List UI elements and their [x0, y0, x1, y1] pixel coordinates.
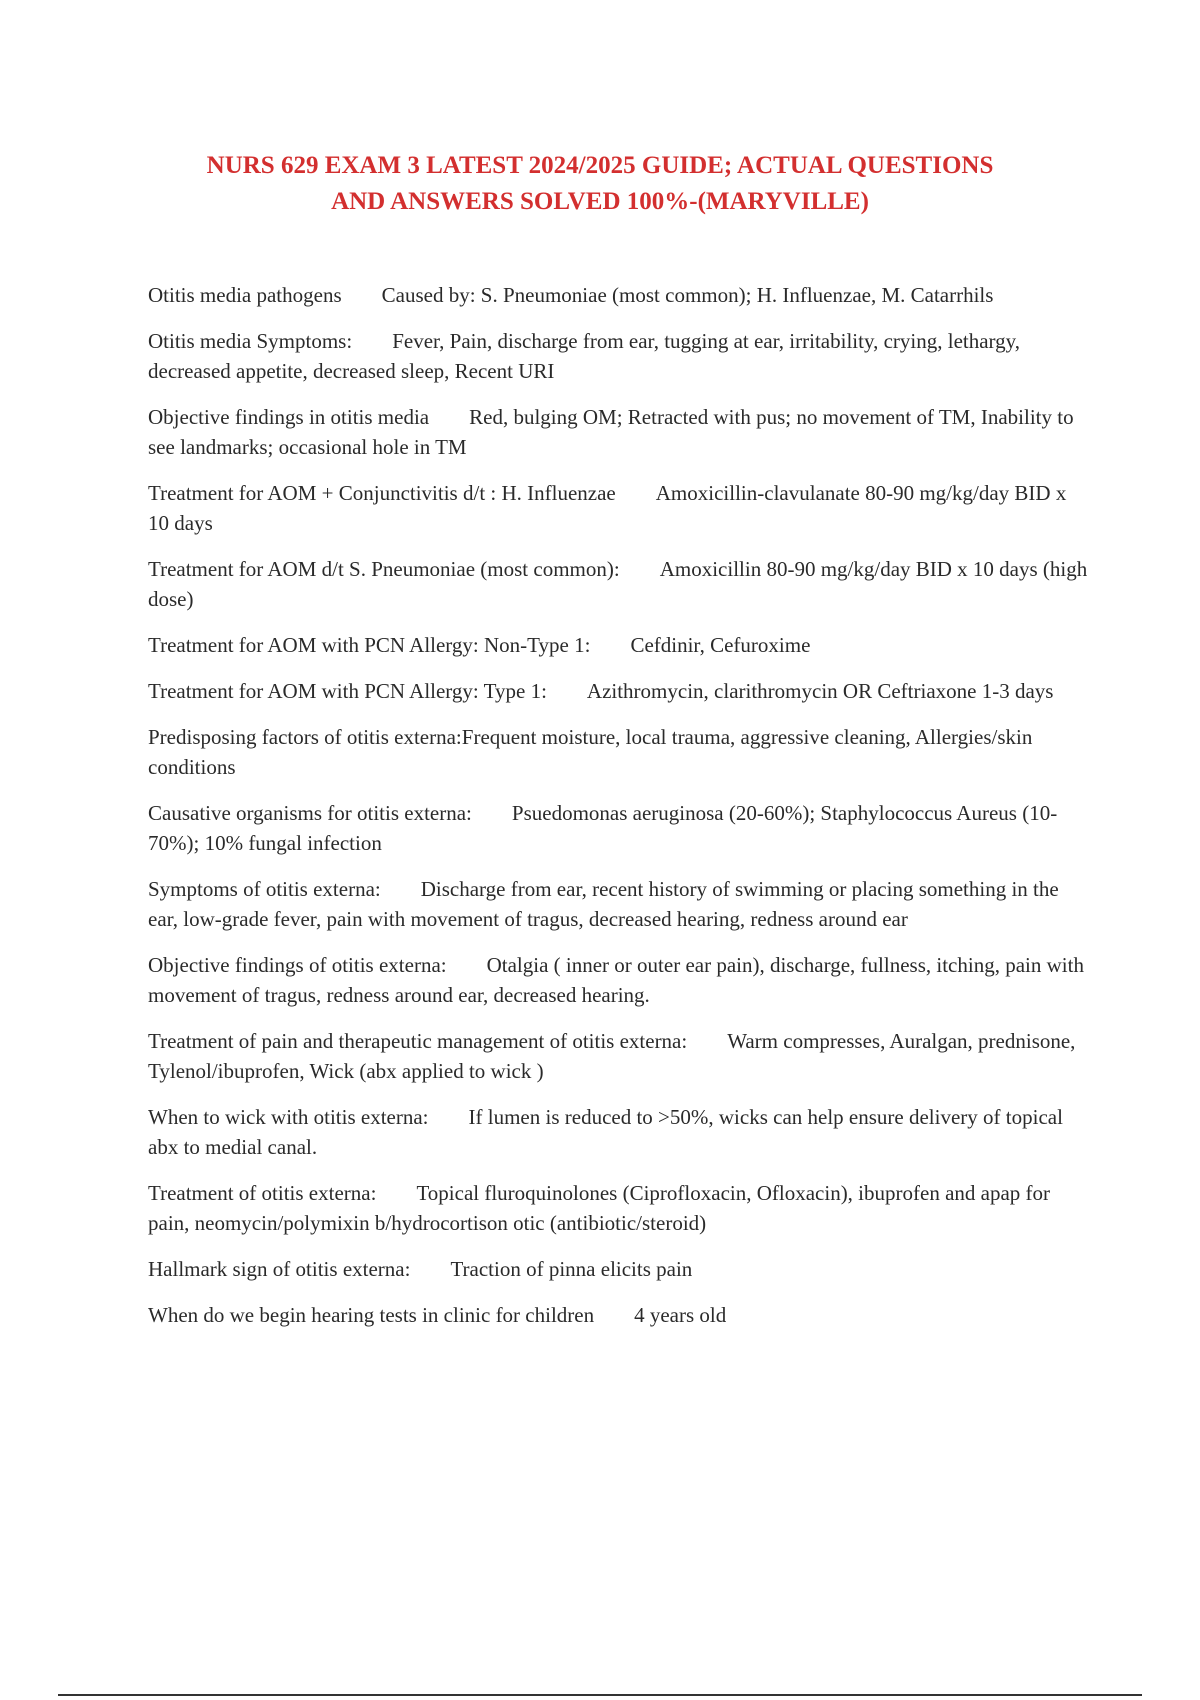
- answer-text: If lumen is reduced to >50%, wicks can help ensure delivery of topical abx to medial canal.: [148, 1105, 1063, 1159]
- answer-text: Psuedomonas aeruginosa (20-60%); Staphylococcus Aureus (10-70%); 10% fungal infection: [148, 801, 1058, 855]
- answer-text: Frequent moisture, local trauma, aggressive cleaning, Allergies/skin conditions: [148, 725, 1033, 779]
- qa-item: [148, 402, 1088, 462]
- qa-item: [148, 478, 1088, 538]
- qa-item: [148, 1254, 1088, 1284]
- qa-item: [148, 1026, 1088, 1086]
- answer-text: Fever, Pain, discharge from ear, tugging at ear, irritability, crying, lethargy, decreased appetite, decreased sleep, Recent URI: [148, 329, 1021, 383]
- qa-item: [148, 280, 1088, 310]
- answer-text: Discharge from ear, recent history of swimming or placing something in the ear, low-grade fever, pain with movement of tragus, decreased hearing, redness around ear: [148, 877, 1059, 931]
- question-text: Otitis media pathogens: [148, 283, 342, 307]
- question-text: Symptoms of otitis externa:: [148, 877, 381, 901]
- question-text: Treatment for AOM d/t S. Pneumoniae (most common):: [148, 557, 620, 581]
- answer-text: 4 years old: [634, 1303, 727, 1327]
- question-text: Treatment of pain and therapeutic management of otitis externa:: [148, 1029, 688, 1053]
- answer-text: Amoxicillin 80-90 mg/kg/day BID x 10 days (high dose): [148, 557, 1088, 611]
- document-title: [120, 148, 1080, 220]
- qa-item: [148, 1300, 1088, 1330]
- qa-item: [148, 1178, 1088, 1238]
- qa-item: [148, 798, 1088, 858]
- page-bottom-rule: [58, 1694, 1142, 1696]
- qa-list: [148, 280, 1088, 1346]
- question-text: Objective findings of otitis externa:: [148, 953, 447, 977]
- question-text: Treatment of otitis externa:: [148, 1181, 377, 1205]
- qa-item: [148, 874, 1088, 934]
- answer-text: Amoxicillin-clavulanate 80-90 mg/kg/day BID x 10 days: [148, 481, 1067, 535]
- question-text: Otitis media Symptoms:: [148, 329, 353, 353]
- question-text: When do we begin hearing tests in clinic for children: [148, 1303, 595, 1327]
- answer-text: Red, bulging OM; Retracted with pus; no movement of TM, Inability to see landmarks; occasional hole in TM: [148, 405, 1074, 459]
- question-text: Objective findings in otitis media: [148, 405, 430, 429]
- question-text: Treatment for AOM with PCN Allergy: Non-Type 1:: [148, 633, 591, 657]
- qa-item: [148, 676, 1088, 706]
- answer-text: Topical fluroquinolones (Ciprofloxacin, Ofloxacin), ibuprofen and apap for pain, neomycin/polymixin b/hydrocortison otic (antibiotic/steroid): [148, 1181, 1051, 1235]
- qa-item: [148, 1102, 1088, 1162]
- answer-text: Caused by: S. Pneumoniae (most common); H. Influenzae, M. Catarrhils: [381, 283, 994, 307]
- qa-item: [148, 950, 1088, 1010]
- question-text: When to wick with otitis externa:: [148, 1105, 429, 1129]
- question-text: Predisposing factors of otitis externa:: [148, 725, 462, 749]
- qa-item: [148, 326, 1088, 386]
- answer-text: Cefdinir, Cefuroxime: [630, 633, 811, 657]
- title-line-2: AND ANSWERS SOLVED 100%-(MARYVILLE): [331, 188, 869, 215]
- title-line-1: NURS 629 EXAM 3 LATEST 2024/2025 GUIDE; ACTUAL QUESTIONS: [206, 152, 994, 179]
- answer-text: Otalgia ( inner or outer ear pain), discharge, fullness, itching, pain with movement of tragus, redness around ear, decreased hearing.: [148, 953, 1084, 1007]
- qa-item: [148, 722, 1088, 782]
- question-text: Causative organisms for otitis externa:: [148, 801, 472, 825]
- question-text: Hallmark sign of otitis externa:: [148, 1257, 411, 1281]
- answer-text: Warm compresses, Auralgan, prednisone, Tylenol/ibuprofen, Wick (abx applied to wick ): [148, 1029, 1076, 1083]
- qa-item: [148, 554, 1088, 614]
- answer-text: Traction of pinna elicits pain: [450, 1257, 693, 1281]
- question-text: Treatment for AOM with PCN Allergy: Type 1:: [148, 679, 547, 703]
- answer-text: Azithromycin, clarithromycin OR Ceftriaxone 1-3 days: [586, 679, 1054, 703]
- qa-item: [148, 630, 1088, 660]
- question-text: Treatment for AOM + Conjunctivitis d/t : H. Influenzae: [148, 481, 616, 505]
